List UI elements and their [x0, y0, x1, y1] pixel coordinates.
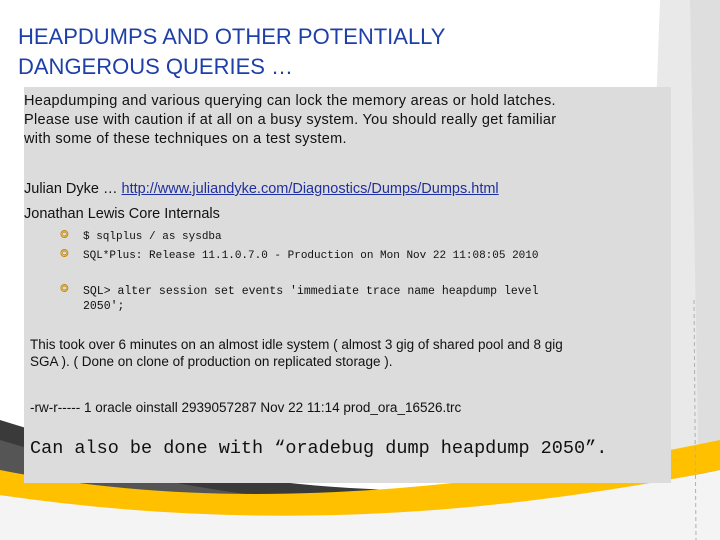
intro-line-1: Heapdumping and various querying can lock the memory areas or hold latches. — [24, 93, 556, 109]
title-line-1: HEAPDUMPS AND OTHER POTENTIALLY — [18, 24, 446, 49]
bullet-text-line-1: SQL> alter session set events 'immediate trace name heapdump level — [83, 285, 539, 298]
reference-dyke — [24, 181, 499, 197]
timing-line-1: This took over 6 minutes on an almost idle system ( almost 3 gig of shared pool and 8 gig — [30, 337, 563, 352]
slide-title — [18, 22, 578, 82]
timing-line-2: SGA ). ( Done on clone of production on replicated storage ). — [30, 354, 393, 369]
bullet-text-line-2: 2050'; — [83, 300, 125, 313]
reference-dyke-prefix: Julian Dyke … — [24, 181, 122, 197]
timing-paragraph — [30, 336, 680, 370]
arrow-bullet-icon: ⭗ — [60, 284, 69, 296]
title-line-2: DANGEROUS QUERIES … — [18, 54, 294, 79]
bullet-text: SQL*Plus: Release 11.1.0.7.0 - Production on Mon Nov 22 11:08:05 2010 — [83, 250, 539, 262]
bullet-text — [83, 284, 538, 314]
bullet-text: $ sqlplus / as sysdba — [83, 231, 222, 243]
footer-note: Can also be done with “oradebug dump heapdump 2050”. — [30, 438, 608, 459]
intro-line-2: Please use with caution if at all on a busy system. You should really get familiar — [24, 112, 557, 128]
reference-lewis: Jonathan Lewis Core Internals — [24, 206, 220, 222]
arrow-bullet-icon: ⭗ — [60, 230, 69, 242]
intro-paragraph — [24, 92, 684, 149]
intro-line-3: with some of these techniques on a test system. — [24, 131, 347, 147]
dyke-link[interactable]: http://www.juliandyke.com/Diagnostics/Dumps/Dumps.html — [121, 181, 499, 197]
arrow-bullet-icon: ⭗ — [60, 249, 69, 261]
file-listing: -rw-r----- 1 oracle oinstall 2939057287 Nov 22 11:14 prod_ora_16526.trc — [30, 400, 462, 415]
